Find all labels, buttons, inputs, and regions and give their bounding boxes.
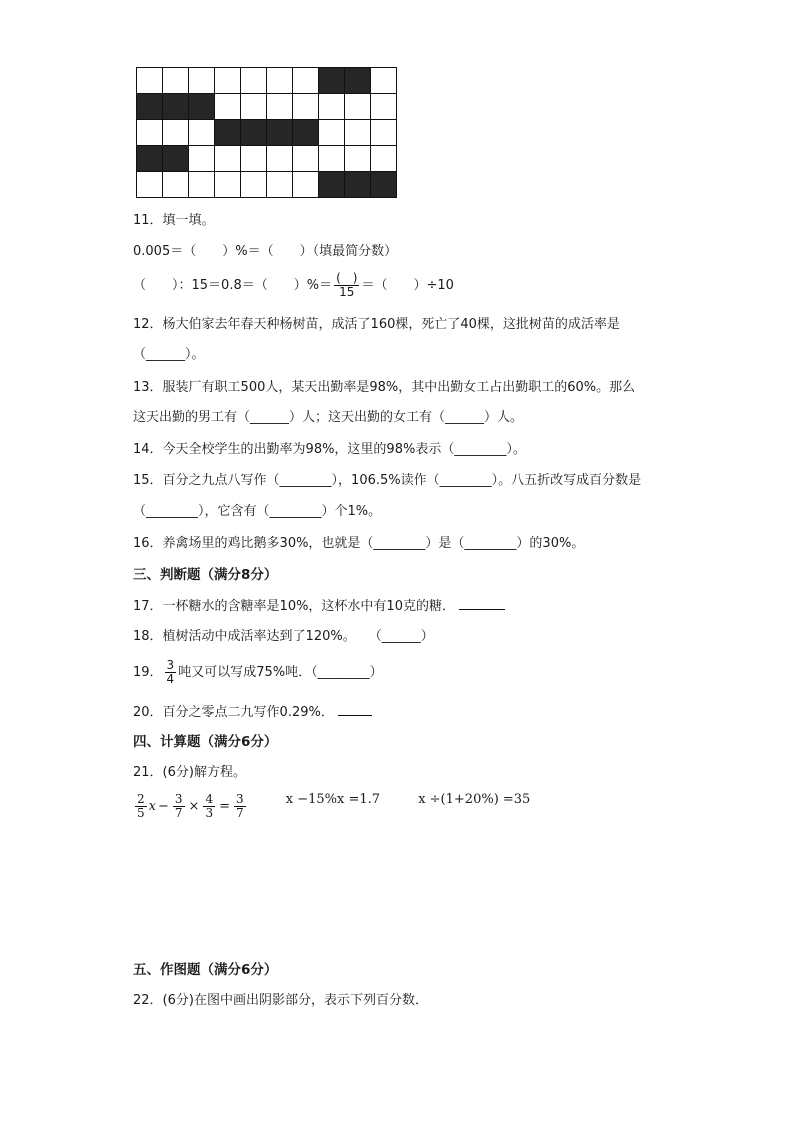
q13-line1: 13．服装厂有职工500人，某天出勤率是98%，其中出勤女工占出勤职工的60%。那么 [133,380,636,395]
grid-cell-shaded [345,68,371,94]
grid-cell [293,146,319,172]
eq1-frac-a-num: 2 [137,792,145,806]
grid-cell [189,68,215,94]
eq1-frac-d [234,793,246,820]
section4-title: 四、计算题（满分6分） [133,734,278,750]
grid-cell-shaded [319,172,345,198]
grid-cell [163,68,189,94]
q11-line1: 0.005＝（ ）%＝（ ）（填最简分数） [133,244,398,259]
equation-1 [133,793,248,820]
eq1-equals: = [219,798,230,814]
grid-cell [267,172,293,198]
grid-cell [345,94,371,120]
q16-line1: 16．养禽场里的鸡比鹅多30%，也就是（________）是（________）的30%。 [133,536,585,551]
q19 [133,659,383,686]
q14-line1: 14．今天全校学生的出勤率为98%，这里的98%表示（________）。 [133,442,526,457]
equation-2: x −15%x =1.7 [285,792,381,807]
grid-cell [215,146,241,172]
grid-cell [215,68,241,94]
grid-cell [241,68,267,94]
grid-cell-shaded [215,120,241,146]
grid-cell [319,120,345,146]
eq1-frac-c-num: 4 [205,792,214,806]
grid-cell-shaded [319,68,345,94]
q19-fraction-numerator: 3 [166,658,175,672]
q22: 22．(6分)在图中画出阴影部分，表示下列百分数． [133,993,428,1008]
grid-cell [371,146,397,172]
grid-cell [371,94,397,120]
q17 [133,597,505,616]
grid-cell [137,68,163,94]
q19-text: 吨又可以写成75%吨．（________） [178,665,383,680]
grid-cell-shaded [267,120,293,146]
grid-cell [319,94,345,120]
q12-line1: 12．杨大伯家去年春天种杨树苗，成活了160棵，死亡了40棵，这批树苗的成活率是 [133,317,620,332]
eq1-frac-d-num: 3 [235,792,244,806]
q11-fraction-numerator: ( ) [336,271,358,285]
grid-cell [189,120,215,146]
section5-title: 五、作图题（满分6分） [133,962,278,978]
q20 [133,703,372,722]
grid-cell [345,146,371,172]
eq1-frac-b-num: 3 [174,792,183,806]
eq1-frac-c [203,793,215,820]
q11-fraction-denominator: 15 [339,285,355,299]
q12-line2: （______）。 [133,347,205,362]
q11-line2 [133,272,454,299]
shaded-grid-figure [136,67,397,198]
q11-title: 11．填一填。 [133,213,215,228]
grid-cell-shaded [371,172,397,198]
grid-cell [267,94,293,120]
q11-line2-part-a: （ ）：15＝0.8＝（ ）%＝ [133,278,333,293]
grid-cell-shaded [241,120,267,146]
grid-cell-shaded [163,146,189,172]
grid-cell [371,68,397,94]
eq1-frac-a [135,793,147,820]
grid-cell [189,172,215,198]
grid-cell-shaded [163,94,189,120]
q15-line1: 15．百分之九点八写作（________），106.5%读作（________）。八五折改写成百分数是 [133,473,642,488]
section3-title: 三、判断题（满分8分） [133,567,278,583]
grid-cell [137,120,163,146]
q15-line2: （________），它含有（________）个1%。 [133,504,382,519]
grid-cell [371,120,397,146]
grid-cell [293,172,319,198]
eq1-frac-a-den: 5 [137,806,145,820]
q20-text: 20．百分之零点二九写作0.29%． [133,705,334,720]
q17-answer-blank[interactable] [459,597,505,610]
q13-line2: 这天出勤的男工有（______）人；这天出勤的女工有（______）人。 [133,410,524,425]
q11-fraction [334,272,359,299]
grid-cell [215,94,241,120]
grid-cell [241,94,267,120]
grid-cell [267,146,293,172]
grid-cell [241,172,267,198]
q18: 18．植树活动中成活率达到了120%。 （______） [133,629,434,644]
grid-cell-shaded [189,94,215,120]
grid-cell [163,172,189,198]
grid-cell [189,146,215,172]
eq1-frac-d-den: 7 [235,806,244,820]
grid-cell [215,172,241,198]
eq1-frac-b [173,793,185,820]
q19-fraction-denominator: 4 [166,672,175,686]
q21-equations [133,791,556,820]
q21-title: 21．(6分)解方程。 [133,765,246,780]
eq1-frac-c-den: 3 [205,806,214,820]
grid-cell [241,146,267,172]
q11-line2-part-b: ＝（ ）÷10 [361,278,454,293]
grid-cell [163,120,189,146]
eq1-var: x [148,798,156,814]
grid-cell-shaded [293,120,319,146]
q20-answer-blank[interactable] [338,703,372,716]
grid-cell [293,68,319,94]
eq1-frac-b-den: 7 [174,806,183,820]
grid-cell [267,68,293,94]
eq1-minus: − [157,798,169,814]
grid-cell [319,146,345,172]
grid-cell [345,120,371,146]
q19-fraction [165,659,177,686]
q17-text: 17．一杯糖水的含糖率是10%，这杯水中有10克的糖． [133,599,455,614]
q19-prefix: 19． [133,665,163,680]
eq1-times: × [188,798,200,814]
equation-3: x ÷(1+20%) =35 [418,792,531,807]
grid-cell-shaded [137,94,163,120]
grid-cell-shaded [345,172,371,198]
grid-cell [293,94,319,120]
grid-cell [137,172,163,198]
grid-cell-shaded [137,146,163,172]
